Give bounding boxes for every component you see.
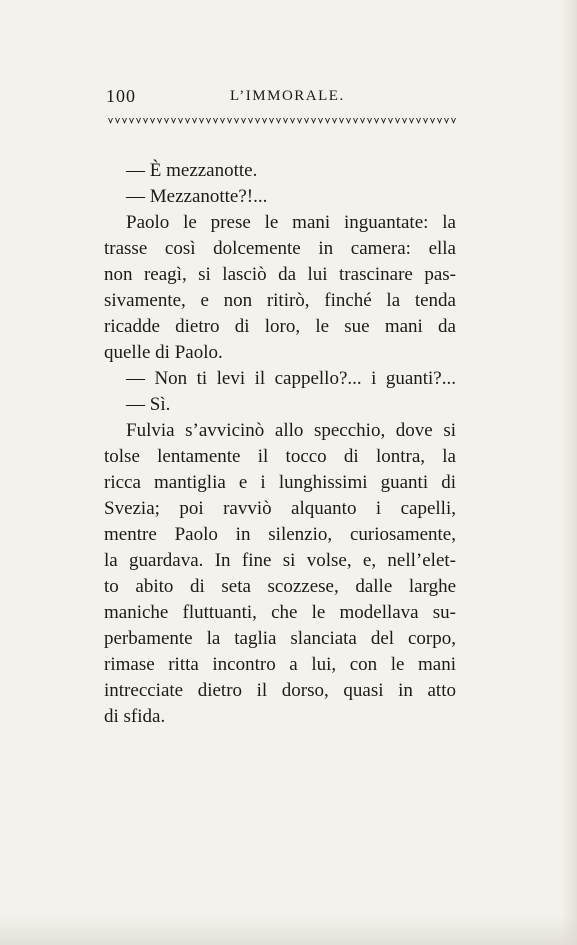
- text-line: to abito di seta scozzese, dalle larghe: [104, 576, 456, 597]
- ornament-mark: [206, 118, 211, 124]
- ornament-mark: [297, 118, 302, 124]
- ornament-mark: [423, 118, 428, 124]
- ornament-mark: [220, 118, 225, 124]
- ornament-mark: [325, 118, 330, 124]
- ornament-mark: [136, 118, 141, 124]
- ornament-mark: [395, 118, 400, 124]
- ornament-mark: [430, 118, 435, 124]
- ornament-mark: [164, 118, 169, 124]
- ornament-mark: [192, 118, 197, 124]
- text-line: intrecciate dietro il dorso, quasi in atto: [104, 680, 456, 701]
- text-line: ricadde dietro di loro, le sue mani da: [104, 316, 456, 337]
- ornament-mark: [339, 118, 344, 124]
- text-line: maniche fluttuanti, che le modellava su-: [104, 602, 456, 623]
- decorative-ornament-rule: [106, 116, 456, 126]
- ornament-mark: [290, 118, 295, 124]
- body-text: [104, 158, 456, 730]
- text-line: perbamente la taglia slanciata del corpo,: [104, 628, 456, 649]
- ornament-mark: [451, 118, 456, 124]
- running-title: L’IMMORALE.: [230, 88, 345, 104]
- ornament-mark: [283, 118, 288, 124]
- text-line: — Mezzanotte?!...: [126, 186, 268, 207]
- text-line: non reagì, si lasciò da lui trascinare pas-: [104, 264, 456, 285]
- ornament-mark: [129, 118, 134, 124]
- ornament-mark: [311, 118, 316, 124]
- ornament-mark: [374, 118, 379, 124]
- ornament-mark: [360, 118, 365, 124]
- ornament-mark: [185, 118, 190, 124]
- text-line: quelle di Paolo.: [104, 342, 223, 363]
- text-line: sivamente, e non ritirò, finché la tenda: [104, 290, 456, 311]
- ornament-mark: [304, 118, 309, 124]
- ornament-mark: [213, 118, 218, 124]
- text-line: — Non ti levi il cappello?... i guanti?...: [126, 368, 456, 389]
- text-line: — Sì.: [126, 394, 171, 415]
- text-line: Paolo le prese le mani inguantate: la: [126, 212, 456, 233]
- ornament-mark: [409, 118, 414, 124]
- page-number: 100: [106, 86, 136, 106]
- ornament-mark: [171, 118, 176, 124]
- ornament-mark: [178, 118, 183, 124]
- ornament-mark: [255, 118, 260, 124]
- ornament-mark: [241, 118, 246, 124]
- ornament-mark: [332, 118, 337, 124]
- ornament-mark: [444, 118, 449, 124]
- ornament-mark: [122, 118, 127, 124]
- ornament-mark: [367, 118, 372, 124]
- ornament-mark: [108, 118, 113, 124]
- ornament-mark: [388, 118, 393, 124]
- text-line: tolse lentamente il tocco di lontra, la: [104, 446, 456, 467]
- text-line: — È mezzanotte.: [126, 160, 258, 181]
- page-edge-shadow: [561, 0, 577, 945]
- page-header: [106, 86, 456, 110]
- text-line: ricca mantiglia e i lunghissimi guanti di: [104, 472, 456, 493]
- ornament-mark: [437, 118, 442, 124]
- ornament-mark: [269, 118, 274, 124]
- text-line: la guardava. In fine si volse, e, nell’elet-: [104, 550, 456, 571]
- text-line: trasse così dolcemente in camera: ella: [104, 238, 456, 259]
- text-line: Svezia; poi ravviò alquanto i capelli,: [104, 498, 456, 519]
- ornament-mark: [115, 118, 120, 124]
- text-line: di sfida.: [104, 706, 166, 727]
- page-bottom-shadow: [0, 915, 577, 945]
- ornament-mark: [150, 118, 155, 124]
- text-line: mentre Paolo in silenzio, curiosamente,: [104, 524, 456, 545]
- text-line: rimase ritta incontro a lui, con le mani: [104, 654, 456, 675]
- ornament-mark: [234, 118, 239, 124]
- ornament-mark: [248, 118, 253, 124]
- text-line: Fulvia s’avvicinò allo specchio, dove si: [126, 420, 456, 441]
- ornament-mark: [416, 118, 421, 124]
- ornament-mark: [157, 118, 162, 124]
- ornament-mark: [402, 118, 407, 124]
- ornament-mark: [318, 118, 323, 124]
- ornament-mark: [353, 118, 358, 124]
- ornament-mark: [227, 118, 232, 124]
- ornament-mark: [143, 118, 148, 124]
- ornament-mark: [381, 118, 386, 124]
- ornament-mark: [346, 118, 351, 124]
- ornament-mark: [276, 118, 281, 124]
- ornament-mark: [199, 118, 204, 124]
- ornament-mark: [262, 118, 267, 124]
